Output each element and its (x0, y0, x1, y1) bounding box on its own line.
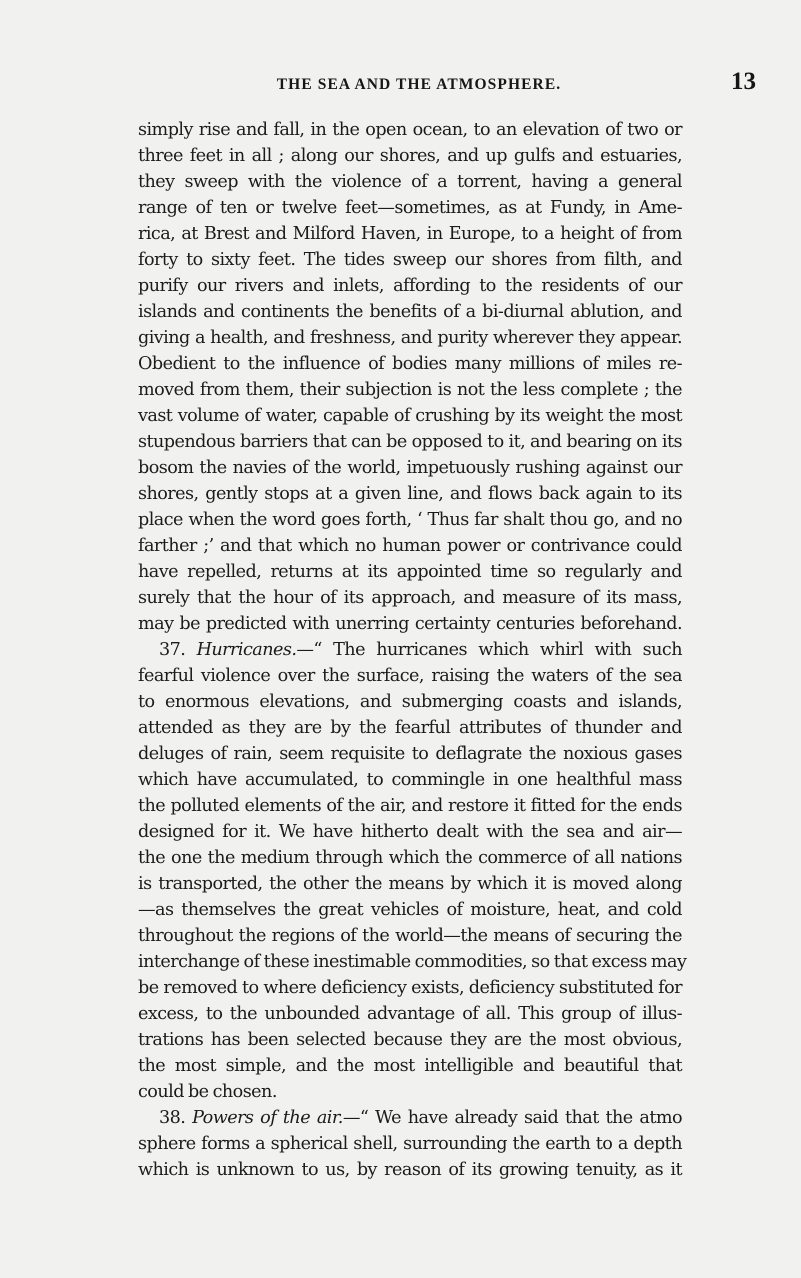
text-line: place when the word goes forth, ‘ Thus far shalt thou go, and no (138, 510, 682, 530)
text-line: stupendous barriers that can be opposed to it, and bearing on its (138, 432, 682, 452)
running-title: THE SEA AND THE ATMOSPHERE. (276, 76, 562, 93)
section-heading-powers-of-the-air: Powers of the air. (192, 1108, 343, 1128)
section-text: —“ We have already said that the atmo (342, 1108, 683, 1128)
text-line: Obedient to the influence of bodies many millions of miles re- (138, 354, 682, 374)
text-line: the one the medium through which the commerce of all nations (138, 848, 682, 868)
section-heading-hurricanes: Hurricanes. (196, 640, 297, 660)
text-line: attended as they are by the fearful attributes of thunder and (138, 718, 682, 738)
text-line: is transported, the other the means by which it is moved along (138, 874, 682, 894)
text-line: purify our rivers and inlets, affording to the residents of our (138, 276, 682, 296)
text-line: rica, at Brest and Milford Haven, in Europe, to a height of from (138, 224, 682, 244)
section-37-first-line (159, 637, 682, 663)
text-line: simply rise and fall, in the open ocean, to an elevation of two or (138, 120, 682, 140)
text-line: deluges of rain, seem requisite to deflagrate the noxious gases (138, 744, 682, 764)
text-line: surely that the hour of its approach, and measure of its mass, (138, 588, 682, 608)
text-line: designed for it. We have hitherto dealt with the sea and air— (138, 822, 682, 842)
text-line: range of ten or twelve feet—sometimes, as at Fundy, in Ame- (138, 198, 682, 218)
text-line: the polluted elements of the air, and restore it fitted for the ends (138, 796, 682, 816)
text-line: vast volume of water, capable of crushing by its weight the most (138, 406, 682, 426)
text-line: bosom the navies of the world, impetuously rushing against our (138, 458, 682, 478)
page-number: 13 (731, 68, 756, 95)
text-line: —as themselves the great vehicles of moisture, heat, and cold (138, 900, 682, 920)
text-line: fearful violence over the surface, raising the waters of the sea (138, 666, 682, 686)
text-line: moved from them, their subjection is not the less complete ; the (138, 380, 682, 400)
text-line: forty to sixty feet. The tides sweep our shores from filth, and (138, 250, 682, 270)
text-line: three feet in all ; along our shores, and up gulfs and estuaries, (138, 146, 682, 166)
text-line: sphere forms a spherical shell, surrounding the earth to a depth (138, 1134, 682, 1154)
text-line: throughout the regions of the world—the means of securing the (138, 926, 682, 946)
text-line: to enormous elevations, and submerging coasts and islands, (138, 692, 682, 712)
text-line: trations has been selected because they are the most obvious, (138, 1030, 682, 1050)
text-line: shores, gently stops at a given line, and flows back again to its (138, 484, 682, 504)
section-number: 37. (159, 640, 197, 660)
text-line: interchange of these inestimable commodities, so that excess may (138, 952, 687, 972)
section-38-first-line (159, 1105, 682, 1131)
section-text: —“ The hurricanes which whirl with such (296, 640, 682, 660)
text-line: islands and continents the benefits of a bi-diurnal ablution, and (138, 302, 682, 322)
text-line: which have accumulated, to commingle in one healthful mass (138, 770, 682, 790)
section-number: 38. (159, 1108, 193, 1128)
text-line: giving a health, and freshness, and purity wherever they appear. (138, 328, 682, 348)
text-line: have repelled, returns at its appointed time so regularly and (138, 562, 682, 582)
text-line: the most simple, and the most intelligible and beautiful that (138, 1056, 682, 1076)
text-line: they sweep with the violence of a torrent, having a general (138, 172, 682, 192)
text-line: which is unknown to us, by reason of its growing tenuity, as it (138, 1160, 682, 1180)
text-line: excess, to the unbounded advantage of all. This group of illus- (138, 1004, 682, 1024)
text-line: may be predicted with unerring certainty centuries beforehand. (138, 614, 682, 634)
text-line: could be chosen. (138, 1082, 277, 1102)
text-line: farther ;’ and that which no human power or contrivance could (138, 536, 682, 556)
text-line: be removed to where deficiency exists, deficiency substituted for (138, 978, 682, 998)
